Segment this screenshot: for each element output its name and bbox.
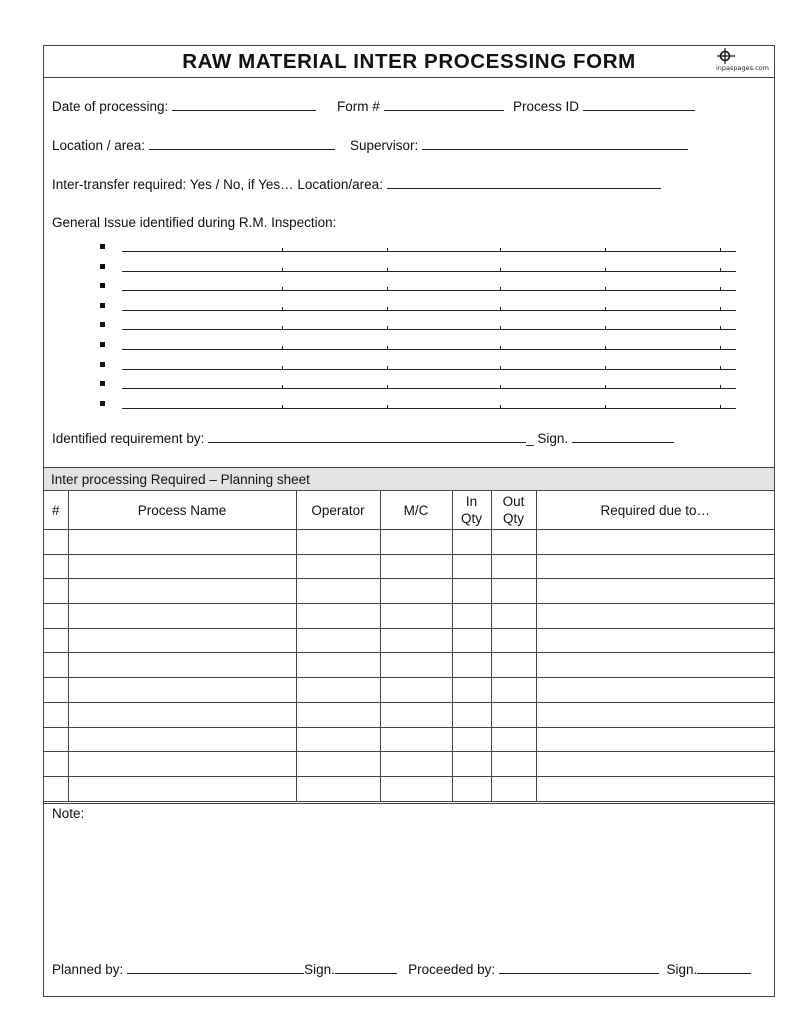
table-row <box>44 579 774 604</box>
proceeded-sign-label: Sign. <box>666 962 698 977</box>
table-cell[interactable] <box>380 604 452 629</box>
date-input-line[interactable] <box>172 98 316 111</box>
bullet-icon <box>100 303 105 308</box>
supervisor-label: Supervisor: <box>350 138 419 153</box>
identified-sign-label: _ Sign. <box>526 431 569 446</box>
issue-bullet-item[interactable] <box>100 258 740 277</box>
table-row <box>44 776 774 801</box>
planning-sheet-header <box>44 467 774 491</box>
line-segment-tick <box>387 287 388 291</box>
form-number-field <box>337 98 504 114</box>
table-cell[interactable] <box>491 628 536 653</box>
inter-transfer-label: Inter-transfer required: Yes / No, if Yes… Location/area: <box>52 177 383 192</box>
bullet-icon <box>100 362 105 367</box>
table-cell[interactable] <box>536 752 774 777</box>
brand-logo <box>716 50 772 74</box>
table-cell[interactable] <box>452 628 491 653</box>
form-title: RAW MATERIAL INTER PROCESSING FORM <box>182 50 636 73</box>
col-mc-header: M/C <box>380 491 452 530</box>
table-cell[interactable] <box>452 752 491 777</box>
line-segment-tick <box>282 268 283 272</box>
table-cell[interactable] <box>44 604 68 629</box>
table-cell[interactable] <box>68 554 296 579</box>
table-row <box>44 678 774 703</box>
supervisor-field <box>350 137 688 153</box>
table-cell[interactable] <box>380 727 452 752</box>
table-row <box>44 752 774 777</box>
process-id-field <box>513 98 695 114</box>
line-segment-tick <box>387 248 388 252</box>
line-segment-tick <box>387 346 388 350</box>
issue-input-line[interactable] <box>122 271 736 272</box>
bullet-icon <box>100 381 105 386</box>
line-segment-tick <box>500 248 501 252</box>
line-segment-tick <box>282 326 283 330</box>
table-cell[interactable] <box>452 579 491 604</box>
identified-by-field <box>52 430 674 446</box>
location-label: Location / area: <box>52 138 146 153</box>
general-issue-label: General Issue identified during R.M. Inspection: <box>52 215 337 230</box>
table-cell[interactable] <box>68 530 296 555</box>
table-cell[interactable] <box>68 678 296 703</box>
table-cell[interactable] <box>44 776 68 801</box>
issue-input-line[interactable] <box>122 349 736 350</box>
table-cell[interactable] <box>380 752 452 777</box>
line-segment-tick <box>720 248 721 252</box>
planned-sign-label: Sign. <box>304 962 335 977</box>
note-label: Note: <box>52 806 85 821</box>
table-cell[interactable] <box>491 727 536 752</box>
line-segment-tick <box>605 405 606 409</box>
form-number-label: Form # <box>337 99 380 114</box>
identified-by-label: Identified requirement by: <box>52 431 205 446</box>
table-cell[interactable] <box>44 628 68 653</box>
table-cell[interactable] <box>296 752 380 777</box>
table-cell[interactable] <box>536 628 774 653</box>
line-segment-tick <box>605 248 606 252</box>
issue-input-line[interactable] <box>122 408 736 409</box>
line-segment-tick <box>605 346 606 350</box>
table-cell[interactable] <box>296 628 380 653</box>
line-segment-tick <box>500 287 501 291</box>
table-cell[interactable] <box>491 653 536 678</box>
table-cell[interactable] <box>536 702 774 727</box>
table-cell[interactable] <box>68 628 296 653</box>
line-segment-tick <box>500 385 501 389</box>
process-id-input-line[interactable] <box>583 98 695 111</box>
table-row <box>44 628 774 653</box>
line-segment-tick <box>500 307 501 311</box>
inter-transfer-input-line[interactable] <box>387 176 661 189</box>
table-cell[interactable] <box>296 554 380 579</box>
table-cell[interactable] <box>491 776 536 801</box>
line-segment-tick <box>282 405 283 409</box>
footer-signatures <box>52 961 751 977</box>
issue-bullet-item[interactable] <box>100 375 740 394</box>
table-cell[interactable] <box>44 554 68 579</box>
table-cell[interactable] <box>536 579 774 604</box>
line-segment-tick <box>500 405 501 409</box>
date-field <box>52 98 316 114</box>
table-cell[interactable] <box>44 530 68 555</box>
bullet-icon <box>100 322 105 327</box>
table-cell[interactable] <box>380 702 452 727</box>
line-segment-tick <box>605 307 606 311</box>
line-segment-tick <box>282 346 283 350</box>
general-issue-field <box>52 215 336 230</box>
bullet-icon <box>100 342 105 347</box>
table-cell[interactable] <box>380 579 452 604</box>
issue-input-line[interactable] <box>122 310 736 311</box>
table-row <box>44 653 774 678</box>
line-segment-tick <box>387 385 388 389</box>
table-cell[interactable] <box>491 702 536 727</box>
process-id-label: Process ID <box>513 99 580 114</box>
crosshair-icon <box>717 48 737 64</box>
issue-bullet-item[interactable] <box>100 297 740 316</box>
line-segment-tick <box>387 268 388 272</box>
inter-transfer-field <box>52 176 661 192</box>
note-area[interactable] <box>44 803 774 997</box>
proceeded-by-label: Proceeded by: <box>408 962 496 977</box>
line-segment-tick <box>605 366 606 370</box>
raw-material-form <box>43 45 775 997</box>
col-num-header: # <box>44 491 68 530</box>
col-required-due-header: Required due to… <box>536 491 774 530</box>
line-segment-tick <box>720 326 721 330</box>
date-label: Date of processing: <box>52 99 169 114</box>
table-cell[interactable] <box>296 702 380 727</box>
line-segment-tick <box>605 268 606 272</box>
table-cell[interactable] <box>536 727 774 752</box>
line-segment-tick <box>720 268 721 272</box>
table-cell[interactable] <box>380 530 452 555</box>
table-cell[interactable] <box>296 776 380 801</box>
table-cell[interactable] <box>68 702 296 727</box>
issue-bullet-item[interactable] <box>100 277 740 296</box>
table-cell[interactable] <box>380 653 452 678</box>
table-row <box>44 554 774 579</box>
bullet-icon <box>100 283 105 288</box>
table-cell[interactable] <box>452 554 491 579</box>
table-cell[interactable] <box>536 554 774 579</box>
line-segment-tick <box>500 346 501 350</box>
table-cell[interactable] <box>296 653 380 678</box>
table-cell[interactable] <box>491 604 536 629</box>
proceeded-sign-input-line[interactable] <box>697 961 751 974</box>
table-cell[interactable] <box>380 776 452 801</box>
table-cell[interactable] <box>68 727 296 752</box>
bullet-icon <box>100 401 105 406</box>
line-segment-tick <box>387 307 388 311</box>
line-segment-tick <box>720 405 721 409</box>
line-segment-tick <box>387 366 388 370</box>
table-cell[interactable] <box>296 727 380 752</box>
table-cell[interactable] <box>536 653 774 678</box>
line-segment-tick <box>282 287 283 291</box>
issue-input-line[interactable] <box>122 251 736 252</box>
line-segment-tick <box>720 307 721 311</box>
table-cell[interactable] <box>68 752 296 777</box>
bullet-icon <box>100 244 105 249</box>
line-segment-tick <box>605 326 606 330</box>
col-in-qty-header <box>452 491 491 530</box>
table-cell[interactable] <box>452 776 491 801</box>
line-segment-tick <box>605 385 606 389</box>
supervisor-input-line[interactable] <box>422 137 688 150</box>
line-segment-tick <box>387 326 388 330</box>
table-cell[interactable] <box>68 579 296 604</box>
out-qty-line1: Out <box>502 494 525 509</box>
table-cell[interactable] <box>452 727 491 752</box>
planning-sheet-title: Inter processing Required – Planning sheet <box>51 472 310 487</box>
issue-input-line[interactable] <box>122 388 736 389</box>
table-cell[interactable] <box>536 776 774 801</box>
table-cell[interactable] <box>296 678 380 703</box>
col-out-qty-header <box>491 491 536 530</box>
line-segment-tick <box>500 326 501 330</box>
line-segment-tick <box>282 366 283 370</box>
table-header-row <box>44 491 774 530</box>
table-cell[interactable] <box>536 530 774 555</box>
bullet-icon <box>100 264 105 269</box>
table-cell[interactable] <box>44 579 68 604</box>
table-cell[interactable] <box>380 554 452 579</box>
in-qty-line1: In <box>465 494 478 509</box>
table-cell[interactable] <box>491 579 536 604</box>
issue-bullet-item[interactable] <box>100 336 740 355</box>
table-cell[interactable] <box>296 604 380 629</box>
line-segment-tick <box>282 248 283 252</box>
table-cell[interactable] <box>452 653 491 678</box>
identified-sign-input-line[interactable] <box>572 430 674 443</box>
table-cell[interactable] <box>296 530 380 555</box>
in-qty-line2: Qty <box>460 511 482 526</box>
col-process-name-header: Process Name <box>68 491 296 530</box>
line-segment-tick <box>500 366 501 370</box>
proceeded-by-input-line[interactable] <box>499 961 659 974</box>
table-cell[interactable] <box>44 727 68 752</box>
table-cell[interactable] <box>491 530 536 555</box>
location-field <box>52 137 335 153</box>
table-cell[interactable] <box>44 653 68 678</box>
line-segment-tick <box>282 307 283 311</box>
table-cell[interactable] <box>44 752 68 777</box>
table-cell[interactable] <box>296 579 380 604</box>
table-cell[interactable] <box>380 628 452 653</box>
line-segment-tick <box>282 385 283 389</box>
line-segment-tick <box>720 366 721 370</box>
table-cell[interactable] <box>68 776 296 801</box>
table-cell[interactable] <box>491 554 536 579</box>
line-segment-tick <box>720 385 721 389</box>
issue-input-line[interactable] <box>122 369 736 370</box>
table-cell[interactable] <box>452 678 491 703</box>
logo-text: inpaspages.com <box>716 64 769 72</box>
table-cell[interactable] <box>491 678 536 703</box>
table-row <box>44 604 774 629</box>
table-cell[interactable] <box>536 678 774 703</box>
issue-bullet-item[interactable] <box>100 238 740 257</box>
line-segment-tick <box>387 405 388 409</box>
table-cell[interactable] <box>452 530 491 555</box>
table-row <box>44 702 774 727</box>
location-input-line[interactable] <box>149 137 335 150</box>
table-cell[interactable] <box>44 702 68 727</box>
table-cell[interactable] <box>452 604 491 629</box>
issue-input-line[interactable] <box>122 329 736 330</box>
form-number-input-line[interactable] <box>384 98 504 111</box>
table-cell[interactable] <box>452 702 491 727</box>
table-row <box>44 530 774 555</box>
table-cell[interactable] <box>380 678 452 703</box>
line-segment-tick <box>605 287 606 291</box>
line-segment-tick <box>720 346 721 350</box>
planned-by-label: Planned by: <box>52 962 124 977</box>
line-segment-tick <box>720 287 721 291</box>
planning-table-body <box>44 530 774 802</box>
table-cell[interactable] <box>68 653 296 678</box>
planned-by-input-line[interactable] <box>127 961 304 974</box>
table-cell[interactable] <box>536 604 774 629</box>
table-cell[interactable] <box>68 604 296 629</box>
issue-bullet-item[interactable] <box>100 316 740 335</box>
col-operator-header: Operator <box>296 491 380 530</box>
issue-bullet-item[interactable] <box>100 395 740 414</box>
table-cell[interactable] <box>491 752 536 777</box>
planned-sign-input-line[interactable] <box>335 961 397 974</box>
issue-bullet-item[interactable] <box>100 356 740 375</box>
table-row <box>44 727 774 752</box>
title-row <box>44 46 774 78</box>
line-segment-tick <box>500 268 501 272</box>
planning-table <box>44 491 774 802</box>
out-qty-line2: Qty <box>502 511 524 526</box>
table-cell[interactable] <box>44 678 68 703</box>
issue-input-line[interactable] <box>122 290 736 291</box>
identified-by-input-line[interactable] <box>208 430 526 443</box>
